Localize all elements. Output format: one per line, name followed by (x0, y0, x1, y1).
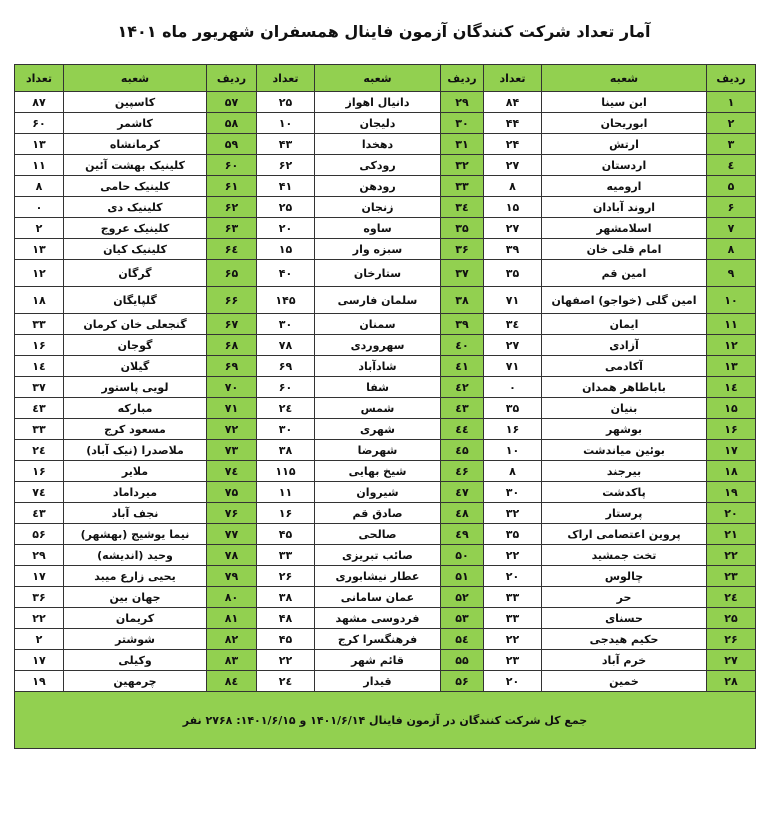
participant-count: ۱۵ (257, 239, 315, 260)
row-number: ۷۶ (207, 503, 257, 524)
header-shobe: شعبه (315, 65, 441, 92)
participant-count: ۲۶ (257, 566, 315, 587)
participant-count: ۳۵ (484, 260, 542, 287)
row-number: ۱۵ (707, 398, 756, 419)
row-number: ۲۵ (707, 608, 756, 629)
branch-name: شهرضا (315, 440, 441, 461)
participant-count: ۶۰ (257, 377, 315, 398)
participant-count: ۲۳ (484, 650, 542, 671)
branch-name: کلینیک بهشت آئین (64, 155, 207, 176)
branch-name: کرمانشاه (64, 134, 207, 155)
table-row (15, 419, 756, 440)
participant-count: ۱۵ (484, 197, 542, 218)
participant-count: ۶۲ (257, 155, 315, 176)
row-number: ۵۱ (441, 566, 484, 587)
participant-count: ۶۹ (257, 356, 315, 377)
participant-count: ۱۹ (15, 671, 64, 692)
branch-name: خمین (542, 671, 707, 692)
participant-count: ۱۱۵ (257, 461, 315, 482)
participant-count: ۷۱ (484, 287, 542, 314)
header-radif: ردیف (707, 65, 756, 92)
table-row (15, 134, 756, 155)
row-number: ٤۲ (441, 377, 484, 398)
branch-name: باباطاهر همدان (542, 377, 707, 398)
participant-count: ۳۰ (257, 314, 315, 335)
footer-row (15, 692, 756, 749)
participant-count: ۱۱ (257, 482, 315, 503)
participant-count: ۱۴۵ (257, 287, 315, 314)
branch-name: دهخدا (315, 134, 441, 155)
participant-count: ۱۰ (257, 113, 315, 134)
branch-name: کریمان (64, 608, 207, 629)
row-number: ۳۵ (441, 218, 484, 239)
table-row (15, 629, 756, 650)
branch-name: شیخ بهایی (315, 461, 441, 482)
row-number: ۳۸ (441, 287, 484, 314)
branch-name: مبارکه (64, 398, 207, 419)
row-number: ۷ (707, 218, 756, 239)
branch-name: کلینیک حامی (64, 176, 207, 197)
participant-count: ۱۱ (15, 155, 64, 176)
branch-name: بنیان (542, 398, 707, 419)
row-number: ۲۳ (707, 566, 756, 587)
row-number: ۸۱ (207, 608, 257, 629)
table-row (15, 524, 756, 545)
participant-count: ۱۳ (15, 134, 64, 155)
participant-count: ۲۲ (15, 608, 64, 629)
row-number: ۶۸ (207, 335, 257, 356)
participant-count: ۱۷ (15, 566, 64, 587)
row-number: ٤۳ (441, 398, 484, 419)
participant-count: ٤۳ (15, 503, 64, 524)
participant-count: ۸ (484, 176, 542, 197)
branch-name: صادق قم (315, 503, 441, 524)
branch-name: ساوه (315, 218, 441, 239)
branch-name: وحید (اندیشه) (64, 545, 207, 566)
row-number: ۳۰ (441, 113, 484, 134)
branch-name: کاشمر (64, 113, 207, 134)
table-row (15, 587, 756, 608)
header-row (15, 65, 756, 92)
table-row (15, 92, 756, 113)
row-number: ۵۵ (441, 650, 484, 671)
participant-count: ۳٤ (484, 314, 542, 335)
branch-name: آکادمی (542, 356, 707, 377)
participant-count: ۳۵ (484, 524, 542, 545)
row-number: ۳۳ (441, 176, 484, 197)
row-number: ۸۰ (207, 587, 257, 608)
row-number: ۱۶ (707, 419, 756, 440)
participant-count: ۲۰ (484, 671, 542, 692)
participant-count: ۸ (15, 176, 64, 197)
row-number: ۸۳ (207, 650, 257, 671)
participant-count: ۳۵ (484, 398, 542, 419)
row-number: ۶۱ (207, 176, 257, 197)
branch-name: گنجعلی خان کرمان (64, 314, 207, 335)
branch-name: حکیم هیدجی (542, 629, 707, 650)
branch-name: حر (542, 587, 707, 608)
branch-name: چرمهین (64, 671, 207, 692)
branch-name: رودکی (315, 155, 441, 176)
row-number: ۱ (707, 92, 756, 113)
row-number: ۲٤ (707, 587, 756, 608)
branch-name: گوجان (64, 335, 207, 356)
row-number: ۲ (707, 113, 756, 134)
table-row (15, 218, 756, 239)
branch-name: امین گلی (خواجو) اصفهان (542, 287, 707, 314)
stats-table-container (14, 64, 755, 749)
row-number: ۵۶ (441, 671, 484, 692)
participant-count: ۲۷ (484, 218, 542, 239)
row-number: ۱٤ (707, 377, 756, 398)
table-row (15, 482, 756, 503)
participant-count: ۱۳ (15, 239, 64, 260)
row-number: ۱۳ (707, 356, 756, 377)
row-number: ۳۹ (441, 314, 484, 335)
participant-count: ۴۰ (257, 260, 315, 287)
participant-count: ۳۷ (15, 377, 64, 398)
participant-count: ۳۶ (15, 587, 64, 608)
table-row (15, 650, 756, 671)
branch-name: شمس (315, 398, 441, 419)
participant-count: ۶۰ (15, 113, 64, 134)
row-number: ۲۹ (441, 92, 484, 113)
row-number: ۱۱ (707, 314, 756, 335)
participant-count: ۲۰ (484, 566, 542, 587)
table-row (15, 503, 756, 524)
total-summary: جمع کل شرکت کنندگان در آزمون فاینال ۱۴۰۱/۶/۱۴ و ۱۴۰۱/۶/۱۵: ۲۷۶۸ نفر (15, 692, 756, 749)
row-number: ۷۱ (207, 398, 257, 419)
branch-name: میرداماد (64, 482, 207, 503)
row-number: ٤۶ (441, 461, 484, 482)
row-number: ۶۶ (207, 287, 257, 314)
header-shobe: شعبه (542, 65, 707, 92)
row-number: ۷۸ (207, 545, 257, 566)
branch-name: گیلان (64, 356, 207, 377)
row-number: ۶۵ (207, 260, 257, 287)
row-number: ۱۹ (707, 482, 756, 503)
branch-name: صائب تبریزی (315, 545, 441, 566)
row-number: ۵ (707, 176, 756, 197)
branch-name: نیما یوشیج (بهشهر) (64, 524, 207, 545)
branch-name: رودهن (315, 176, 441, 197)
table-row (15, 287, 756, 314)
participant-count: ۲۲ (484, 545, 542, 566)
participant-count: ۲ (15, 629, 64, 650)
row-number: ۷۲ (207, 419, 257, 440)
row-number: ۶۲ (207, 197, 257, 218)
participant-count: ۷٤ (15, 482, 64, 503)
page-title: آمار تعداد شرکت کنندگان آزمون فاینال همسفران شهریور ماه ۱۴۰۱ (117, 22, 651, 41)
participant-count: ۳۳ (484, 608, 542, 629)
header-tedad: تعداد (15, 65, 64, 92)
participant-count: ۲۲ (257, 650, 315, 671)
row-number: ۱۷ (707, 440, 756, 461)
row-number: ۲۶ (707, 629, 756, 650)
row-number: ۲۰ (707, 503, 756, 524)
participant-count: ۴۸ (257, 608, 315, 629)
table-row (15, 239, 756, 260)
branch-name: یحیی زارع میبد (64, 566, 207, 587)
branch-name: دانیال اهواز (315, 92, 441, 113)
branch-name: دلیجان (315, 113, 441, 134)
branch-name: سبزه وار (315, 239, 441, 260)
branch-name: اسلامشهر (542, 218, 707, 239)
participant-count: ۲۰ (257, 218, 315, 239)
branch-name: پرستار (542, 503, 707, 524)
participant-count: ۱۶ (484, 419, 542, 440)
row-number: ۶ (707, 197, 756, 218)
branch-name: ایمان (542, 314, 707, 335)
table-row (15, 377, 756, 398)
row-number: ۲۲ (707, 545, 756, 566)
row-number: ۷۷ (207, 524, 257, 545)
row-number: ۶۷ (207, 314, 257, 335)
row-number: ۷۳ (207, 440, 257, 461)
participant-count: ۴۵ (257, 524, 315, 545)
branch-name: شادآباد (315, 356, 441, 377)
participant-count: ۲۷ (484, 155, 542, 176)
branch-name: امام قلی خان (542, 239, 707, 260)
participant-count: ۲۵ (257, 197, 315, 218)
participant-count: ۲۹ (15, 545, 64, 566)
row-number: ٤۷ (441, 482, 484, 503)
branch-name: نجف آباد (64, 503, 207, 524)
row-number: ۶۹ (207, 356, 257, 377)
participant-count: ۸۴ (484, 92, 542, 113)
branch-name: قیدار (315, 671, 441, 692)
participant-count: ٤۳ (15, 398, 64, 419)
branch-name: فردوسی مشهد (315, 608, 441, 629)
row-number: ۳۷ (441, 260, 484, 287)
participant-count: ۱۷ (15, 650, 64, 671)
participant-count: ۲۵ (257, 92, 315, 113)
branch-name: تخت جمشید (542, 545, 707, 566)
participant-count: ۲۷ (484, 335, 542, 356)
participant-count: ۳۳ (484, 587, 542, 608)
branch-name: شهری (315, 419, 441, 440)
branch-name: مسعود کرج (64, 419, 207, 440)
row-number: ۷۰ (207, 377, 257, 398)
table-row (15, 113, 756, 134)
table-body (15, 92, 756, 692)
row-number: ٤۱ (441, 356, 484, 377)
participant-count: ۱۶ (257, 503, 315, 524)
row-number: ٤۸ (441, 503, 484, 524)
row-number: ۳ (707, 134, 756, 155)
participant-count: ۱۲ (15, 260, 64, 287)
branch-name: ملاصدرا (نیک آباد) (64, 440, 207, 461)
header-radif: ردیف (441, 65, 484, 92)
row-number: ۷۵ (207, 482, 257, 503)
branch-name: ستارخان (315, 260, 441, 287)
participant-count: ۳۳ (257, 545, 315, 566)
branch-name: کلینیک کیان (64, 239, 207, 260)
branch-name: آزادی (542, 335, 707, 356)
branch-name: کاسپین (64, 92, 207, 113)
branch-name: سمنان (315, 314, 441, 335)
participant-count: ۴۱ (257, 176, 315, 197)
row-number: ۶۰ (207, 155, 257, 176)
branch-name: پاکدشت (542, 482, 707, 503)
participant-count: ۱۶ (15, 461, 64, 482)
participant-count: ۷۱ (484, 356, 542, 377)
row-number: ۸ (707, 239, 756, 260)
branch-name: صالحی (315, 524, 441, 545)
branch-name: کلینیک عروج (64, 218, 207, 239)
table-row (15, 461, 756, 482)
participant-count: ۲۲ (484, 629, 542, 650)
table-row (15, 314, 756, 335)
branch-name: ملایر (64, 461, 207, 482)
row-number: ۵۹ (207, 134, 257, 155)
branch-name: بوشهر (542, 419, 707, 440)
participant-count: ۴۴ (484, 113, 542, 134)
row-number: ٤٤ (441, 419, 484, 440)
header-tedad: تعداد (257, 65, 315, 92)
row-number: ۳۱ (441, 134, 484, 155)
row-number: ۱۸ (707, 461, 756, 482)
participant-count: ۴۵ (257, 629, 315, 650)
participant-count: ۳۹ (484, 239, 542, 260)
participant-count: ۲٤ (257, 671, 315, 692)
participant-count: ۳۸ (257, 440, 315, 461)
participant-count: ۴۳ (257, 134, 315, 155)
row-number: ۵۲ (441, 587, 484, 608)
header-radif: ردیف (207, 65, 257, 92)
table-row (15, 335, 756, 356)
row-number: ۷۹ (207, 566, 257, 587)
branch-name: حسنای (542, 608, 707, 629)
row-number: ۵۷ (207, 92, 257, 113)
table-row (15, 155, 756, 176)
table-row (15, 176, 756, 197)
branch-name: عطار نیشابوری (315, 566, 441, 587)
row-number: ۲۱ (707, 524, 756, 545)
branch-name: اروند آبادان (542, 197, 707, 218)
table-row (15, 197, 756, 218)
table-row (15, 260, 756, 287)
branch-name: گلپایگان (64, 287, 207, 314)
stats-table (14, 64, 756, 749)
row-number: ۸٤ (207, 671, 257, 692)
participant-count: ۳۳ (15, 314, 64, 335)
branch-name: ابوریحان (542, 113, 707, 134)
branch-name: فرهنگسرا کرج (315, 629, 441, 650)
branch-name: چالوس (542, 566, 707, 587)
branch-name: لویی پاستور (64, 377, 207, 398)
header-tedad: تعداد (484, 65, 542, 92)
table-row (15, 356, 756, 377)
participant-count: ۱۶ (15, 335, 64, 356)
row-number: ۷٤ (207, 461, 257, 482)
participant-count: ۸ (484, 461, 542, 482)
table-row (15, 398, 756, 419)
participant-count: ۷۸ (257, 335, 315, 356)
participant-count: ۲ (15, 218, 64, 239)
branch-name: شیروان (315, 482, 441, 503)
branch-name: اردستان (542, 155, 707, 176)
participant-count: ۳۰ (257, 419, 315, 440)
branch-name: امین قم (542, 260, 707, 287)
participant-count: ۰ (15, 197, 64, 218)
participant-count: ۱۰ (484, 440, 542, 461)
branch-name: پروین اعتصامی اراک (542, 524, 707, 545)
participant-count: ۵۶ (15, 524, 64, 545)
participant-count: ۲۴ (484, 134, 542, 155)
branch-name: گرگان (64, 260, 207, 287)
row-number: ۵۰ (441, 545, 484, 566)
branch-name: بوئین میاندشت (542, 440, 707, 461)
table-row (15, 566, 756, 587)
branch-name: ارومیه (542, 176, 707, 197)
branch-name: زنجان (315, 197, 441, 218)
row-number: ۶۳ (207, 218, 257, 239)
branch-name: عمان سامانی (315, 587, 441, 608)
row-number: ٤۵ (441, 440, 484, 461)
row-number: ۱۰ (707, 287, 756, 314)
participant-count: ۲٤ (15, 440, 64, 461)
table-row (15, 608, 756, 629)
participant-count: ۳۳ (15, 419, 64, 440)
branch-name: قائم شهر (315, 650, 441, 671)
branch-name: سهروردی (315, 335, 441, 356)
table-row (15, 671, 756, 692)
row-number: ۵٤ (441, 629, 484, 650)
participant-count: ۱٤ (15, 356, 64, 377)
table-row (15, 545, 756, 566)
branch-name: شوشتر (64, 629, 207, 650)
branch-name: شفا (315, 377, 441, 398)
row-number: ۶٤ (207, 239, 257, 260)
participant-count: ۳۸ (257, 587, 315, 608)
branch-name: سلمان فارسی (315, 287, 441, 314)
branch-name: کلینیک دی (64, 197, 207, 218)
branch-name: جهان بین (64, 587, 207, 608)
branch-name: بیرجند (542, 461, 707, 482)
branch-name: خرم آباد (542, 650, 707, 671)
row-number: ۵۸ (207, 113, 257, 134)
participant-count: ۳۲ (484, 503, 542, 524)
row-number: ۱۲ (707, 335, 756, 356)
row-number: ۵۳ (441, 608, 484, 629)
row-number: ۲۷ (707, 650, 756, 671)
participant-count: ۳۰ (484, 482, 542, 503)
row-number: ۳۶ (441, 239, 484, 260)
row-number: ۳٤ (441, 197, 484, 218)
participant-count: ۸۷ (15, 92, 64, 113)
row-number: ٤ (707, 155, 756, 176)
branch-name: ارتش (542, 134, 707, 155)
participant-count: ۲٤ (257, 398, 315, 419)
branch-name: وکیلی (64, 650, 207, 671)
row-number: ٤۰ (441, 335, 484, 356)
table-row (15, 440, 756, 461)
row-number: ٤۹ (441, 524, 484, 545)
participant-count: ۰ (484, 377, 542, 398)
participant-count: ۱۸ (15, 287, 64, 314)
branch-name: ابن سینا (542, 92, 707, 113)
row-number: ۳۲ (441, 155, 484, 176)
row-number: ۹ (707, 260, 756, 287)
header-shobe: شعبه (64, 65, 207, 92)
row-number: ۸۲ (207, 629, 257, 650)
row-number: ۲۸ (707, 671, 756, 692)
